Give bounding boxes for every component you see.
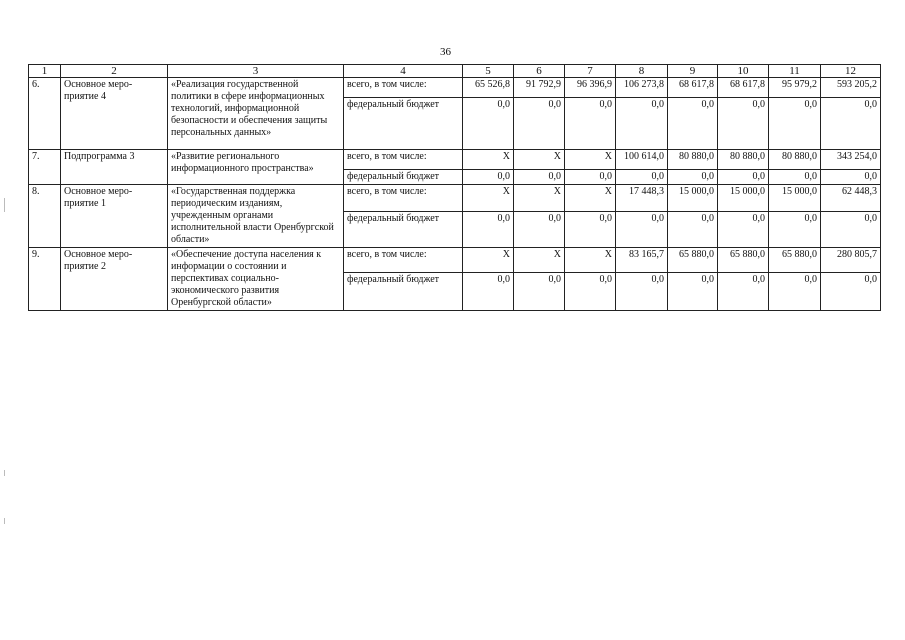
amount-cell: 0,0 xyxy=(769,170,821,185)
amount-cell: 343 254,0 xyxy=(821,150,881,170)
program-name: «Развитие регионального информационного пространства» xyxy=(168,150,344,185)
row-number: 6. xyxy=(29,78,61,150)
amount-cell: 100 614,0 xyxy=(616,150,668,170)
amount-cell: 0,0 xyxy=(821,98,881,150)
amount-cell: 0,0 xyxy=(463,170,514,185)
row-number: 9. xyxy=(29,248,61,311)
amount-cell: 83 165,7 xyxy=(616,248,668,273)
amount-cell: 15 000,0 xyxy=(718,185,769,212)
budget-table xyxy=(28,64,881,311)
amount-cell: 0,0 xyxy=(463,273,514,311)
amount-cell: 0,0 xyxy=(565,212,616,248)
amount-cell: 96 396,9 xyxy=(565,78,616,98)
column-header-2: 2 xyxy=(61,65,168,78)
amount-cell: 0,0 xyxy=(769,98,821,150)
amount-cell: 62 448,3 xyxy=(821,185,881,212)
table-row xyxy=(29,78,881,98)
amount-cell: 0,0 xyxy=(463,98,514,150)
page-number: 36 xyxy=(440,46,451,58)
column-header-10: 10 xyxy=(718,65,769,78)
amount-cell: 0,0 xyxy=(668,212,718,248)
program-status: Основное меро-приятие 2 xyxy=(61,248,168,311)
amount-cell: 95 979,2 xyxy=(769,78,821,98)
column-header-1: 1 xyxy=(29,65,61,78)
column-header-8: 8 xyxy=(616,65,668,78)
column-header-5: 5 xyxy=(463,65,514,78)
amount-cell: 91 792,9 xyxy=(514,78,565,98)
amount-cell: 68 617,8 xyxy=(718,78,769,98)
amount-cell: X xyxy=(514,185,565,212)
amount-cell: 65 880,0 xyxy=(769,248,821,273)
column-header-9: 9 xyxy=(668,65,718,78)
funding-source: федеральный бюджет xyxy=(344,170,463,185)
column-header-4: 4 xyxy=(344,65,463,78)
amount-cell: X xyxy=(514,248,565,273)
amount-cell: 106 273,8 xyxy=(616,78,668,98)
amount-cell: 0,0 xyxy=(514,170,565,185)
amount-cell: 0,0 xyxy=(769,273,821,311)
amount-cell: 593 205,2 xyxy=(821,78,881,98)
amount-cell: 0,0 xyxy=(821,212,881,248)
amount-cell: 80 880,0 xyxy=(668,150,718,170)
amount-cell: 68 617,8 xyxy=(668,78,718,98)
row-number: 8. xyxy=(29,185,61,248)
amount-cell: 0,0 xyxy=(616,170,668,185)
funding-source: всего, в том числе: xyxy=(344,150,463,170)
amount-cell: X xyxy=(565,248,616,273)
amount-cell: 0,0 xyxy=(668,273,718,311)
amount-cell: 80 880,0 xyxy=(769,150,821,170)
amount-cell: 0,0 xyxy=(668,98,718,150)
amount-cell: 0,0 xyxy=(463,212,514,248)
program-name: «Реализация государственной политики в сфере информационных технологий, информационной безопасности и обеспечения защиты персональных данных» xyxy=(168,78,344,150)
table-row xyxy=(29,185,881,212)
amount-cell: 0,0 xyxy=(668,170,718,185)
amount-cell: 15 000,0 xyxy=(668,185,718,212)
column-header-11: 11 xyxy=(769,65,821,78)
program-status: Основное меро-приятие 1 xyxy=(61,185,168,248)
amount-cell: 0,0 xyxy=(565,273,616,311)
amount-cell: X xyxy=(463,150,514,170)
amount-cell: X xyxy=(463,185,514,212)
program-status: Подпрограмма 3 xyxy=(61,150,168,185)
amount-cell: 0,0 xyxy=(565,98,616,150)
amount-cell: 0,0 xyxy=(718,273,769,311)
scan-mark xyxy=(4,470,5,476)
table-row xyxy=(29,150,881,170)
amount-cell: 0,0 xyxy=(769,212,821,248)
column-header-6: 6 xyxy=(514,65,565,78)
column-header-3: 3 xyxy=(168,65,344,78)
amount-cell: 0,0 xyxy=(821,170,881,185)
amount-cell: 0,0 xyxy=(514,212,565,248)
program-status: Основное меро-приятие 4 xyxy=(61,78,168,150)
amount-cell: X xyxy=(565,185,616,212)
amount-cell: 0,0 xyxy=(616,273,668,311)
amount-cell: 0,0 xyxy=(616,212,668,248)
funding-source: всего, в том числе: xyxy=(344,185,463,212)
funding-source: федеральный бюджет xyxy=(344,98,463,150)
amount-cell: 0,0 xyxy=(821,273,881,311)
amount-cell: 65 880,0 xyxy=(668,248,718,273)
amount-cell: 15 000,0 xyxy=(769,185,821,212)
program-name: «Государственная поддержка периодическим изданиям, учрежденным органами исполнительной власти Оренбургской области» xyxy=(168,185,344,248)
amount-cell: 17 448,3 xyxy=(616,185,668,212)
row-number: 7. xyxy=(29,150,61,185)
amount-cell: X xyxy=(565,150,616,170)
table-row xyxy=(29,248,881,273)
scan-mark xyxy=(4,518,5,524)
funding-source: всего, в том числе: xyxy=(344,248,463,273)
amount-cell: 0,0 xyxy=(718,170,769,185)
amount-cell: X xyxy=(463,248,514,273)
scan-mark xyxy=(4,198,5,212)
funding-source: федеральный бюджет xyxy=(344,212,463,248)
amount-cell: X xyxy=(514,150,565,170)
amount-cell: 0,0 xyxy=(718,212,769,248)
amount-cell: 280 805,7 xyxy=(821,248,881,273)
amount-cell: 0,0 xyxy=(514,273,565,311)
amount-cell: 0,0 xyxy=(565,170,616,185)
amount-cell: 0,0 xyxy=(616,98,668,150)
column-header-7: 7 xyxy=(565,65,616,78)
funding-source: федеральный бюджет xyxy=(344,273,463,311)
amount-cell: 65 526,8 xyxy=(463,78,514,98)
header-row xyxy=(29,65,881,78)
amount-cell: 65 880,0 xyxy=(718,248,769,273)
amount-cell: 0,0 xyxy=(514,98,565,150)
funding-source: всего, в том числе: xyxy=(344,78,463,98)
column-header-12: 12 xyxy=(821,65,881,78)
amount-cell: 80 880,0 xyxy=(718,150,769,170)
program-name: «Обеспечение доступа населения к информации о состоянии и перспективах социально-экономического развития Оренбургской области» xyxy=(168,248,344,311)
amount-cell: 0,0 xyxy=(718,98,769,150)
